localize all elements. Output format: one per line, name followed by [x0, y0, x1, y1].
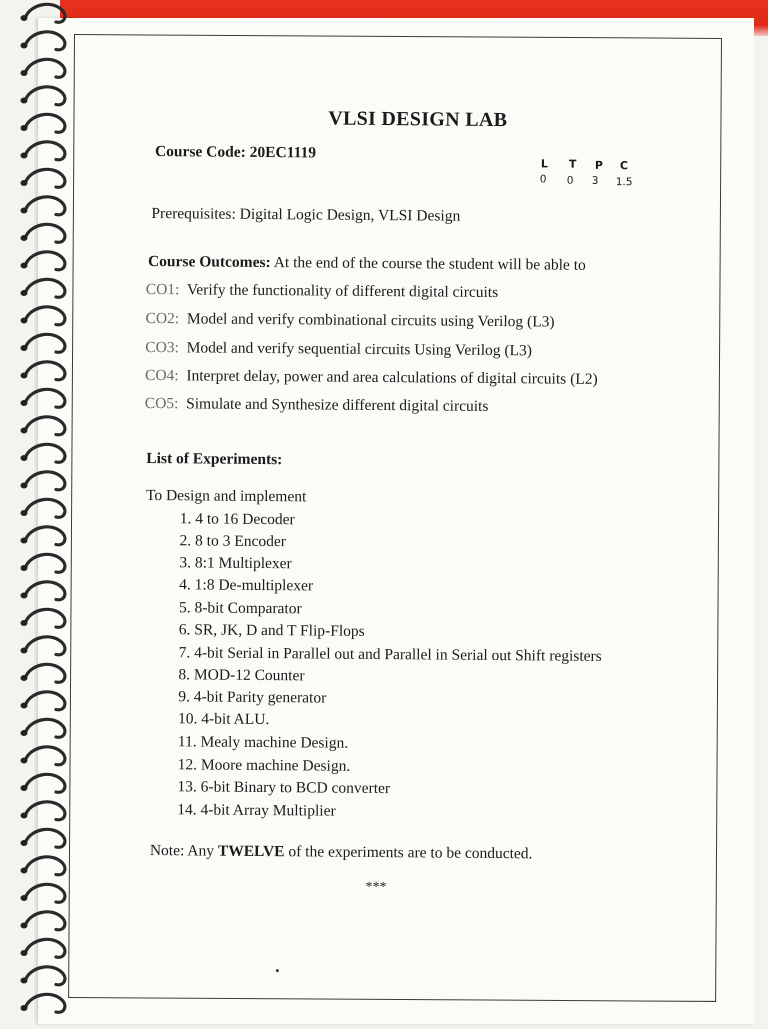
outcome-label: CO5:: [144, 394, 179, 413]
course-outcomes-intro: At the end of the course the student will be able to: [270, 254, 586, 274]
outcome-text: Model and verify sequential circuits Using Verilog (L3): [186, 339, 533, 360]
prerequisites: Prerequisites: Digital Logic Design, VLSI Design: [151, 205, 461, 225]
outcome-text: Interpret delay, power and area calculations of digital circuits (L2): [186, 367, 598, 388]
experiment-item: 13. 6-bit Binary to BCD converter: [177, 778, 391, 798]
ltpc-value-t: 0: [566, 174, 574, 187]
note-emphasis: TWELVE: [217, 842, 285, 861]
note-prefix: Note: Any: [149, 842, 218, 860]
outcome-item: [145, 395, 489, 416]
experiment-item: 4. 1:8 De-multiplexer: [179, 576, 314, 595]
experiment-item: 7. 4-bit Serial in Parallel out and Parallel in Serial out Shift registers: [178, 644, 602, 665]
experiment-item: 10. 4-bit ALU.: [177, 710, 270, 729]
experiment-item: 14. 4-bit Array Multiplier: [177, 801, 336, 820]
ltpc-value-c: 1.5: [615, 176, 633, 189]
experiments-heading: List of Experiments:: [146, 449, 283, 469]
ltpc-value-l: 0: [539, 173, 547, 186]
outcome-item: [145, 339, 532, 360]
experiment-item: 11. Mealy machine Design.: [177, 733, 349, 752]
experiment-item: 1. 4 to 16 Decoder: [179, 510, 295, 529]
ltpc-value-p: 3: [591, 174, 599, 187]
note-line: [150, 842, 533, 863]
outcome-text: Simulate and Synthesize different digital circuits: [186, 395, 489, 415]
experiment-item: 5. 8-bit Comparator: [178, 599, 302, 618]
course-outcomes-heading: Course Outcomes:: [147, 252, 271, 272]
experiments-intro: To Design and implement: [145, 486, 307, 506]
ltpc-header-c: C: [619, 159, 629, 173]
outcome-text: Verify the functionality of different digital circuits: [186, 281, 499, 302]
outcome-item: [146, 281, 499, 302]
course-outcomes-line: [148, 253, 586, 275]
ltpc-header-l: L: [540, 157, 548, 171]
experiment-item: 12. Moore machine Design.: [177, 756, 351, 775]
outcome-label: CO1:: [145, 280, 180, 299]
page-title: VLSI DESIGN LAB: [328, 107, 508, 132]
outcome-label: CO2:: [145, 309, 180, 328]
ltpc-header-p: P: [594, 158, 604, 172]
course-code: Course Code: 20EC1119: [154, 143, 317, 162]
experiment-item: 3. 8:1 Multiplexer: [179, 554, 292, 573]
experiment-item: 6. SR, JK, D and T Flip-Flops: [178, 621, 365, 640]
outcome-text: Model and verify combinational circuits using Verilog (L3): [186, 310, 555, 331]
note-suffix: of the experiments are to be conducted.: [284, 843, 533, 863]
end-mark: ***: [365, 879, 387, 896]
experiment-item: 8. MOD-12 Counter: [178, 666, 305, 685]
paper-speck: [276, 969, 279, 972]
ltpc-header-t: T: [568, 157, 577, 171]
outcome-label: CO3:: [145, 338, 179, 357]
outcome-label: CO4:: [144, 366, 179, 385]
experiment-item: 2. 8 to 3 Encoder: [179, 532, 286, 551]
experiment-item: 9. 4-bit Parity generator: [178, 688, 327, 707]
outcome-item: [145, 310, 554, 332]
outcome-item: [145, 367, 598, 389]
